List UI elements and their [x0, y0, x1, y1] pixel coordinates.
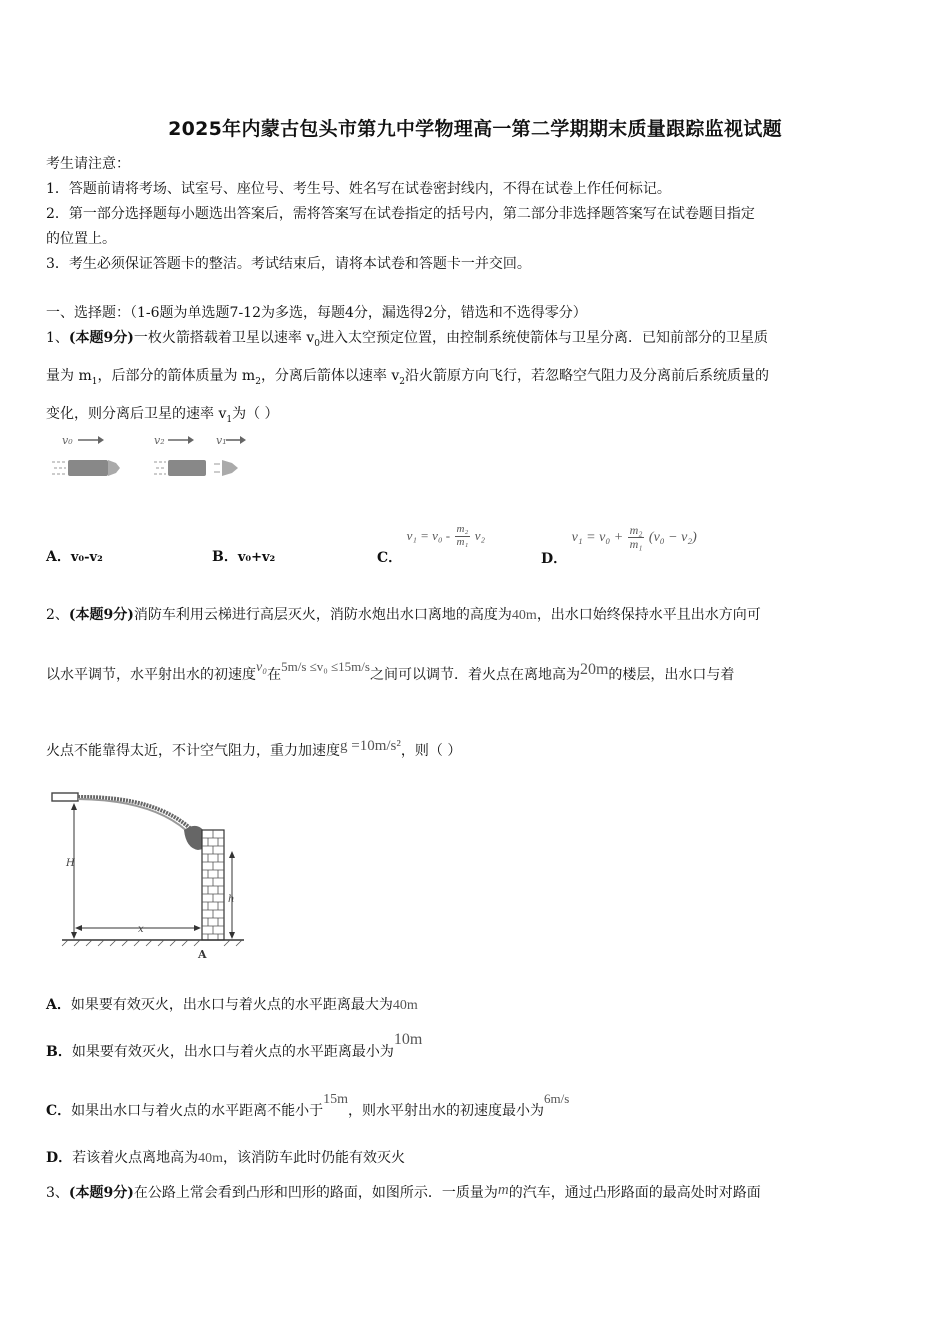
q2-option-b[interactable] [46, 1031, 423, 1061]
q1-option-c[interactable] [377, 523, 486, 567]
q1-line-2 [46, 365, 769, 387]
q2-tag: (本题9分) [68, 607, 134, 623]
q2-text: ，出水口始终保持水平且出水方向可 [536, 607, 761, 623]
rocket-whole-icon [52, 460, 120, 476]
option-label: D． [46, 1150, 73, 1166]
option-text: 如果要有效灭火，出水口与着火点的水平距离最大为 [70, 997, 393, 1013]
fraction-numerator: m₂ [629, 523, 643, 537]
q3-mass: m [497, 1182, 509, 1198]
option-value: 15m [323, 1092, 349, 1107]
fig-label-h: h [228, 894, 235, 905]
q1-text: 为（ ） [232, 406, 279, 422]
q1-text: 进入太空预定位置，由控制系统使箭体与卫星分离．已知前部分的卫星质 [320, 330, 769, 346]
q2-line-3 [46, 740, 461, 760]
option-label: B． [212, 549, 238, 565]
q2-text: 之间可以调节．着火点在离地高为 [369, 667, 580, 683]
rocket-body-icon [154, 460, 206, 476]
fig-label-A: A [198, 948, 207, 961]
q1-text: 沿火箭原方向飞行，若忽略空气阻力及分离前后系统质量的 [405, 368, 770, 384]
q1-tag: (本题9分) [68, 330, 134, 346]
option-text: 如果出水口与着火点的水平距离不能小于 [71, 1103, 324, 1119]
q2-line-2 [46, 659, 735, 684]
option-text: v₀+v₂ [237, 550, 276, 565]
option-label: A． [46, 997, 71, 1013]
formula-d-right: (v₀ − v₂) [648, 530, 697, 546]
brick-wall-icon [202, 830, 224, 940]
q1-sub: 2 [399, 376, 406, 387]
option-text: 若该着火点离地高为 [72, 1150, 199, 1166]
q1-text: 一枚火箭搭载着卫星以速率 v [133, 330, 315, 346]
q1-text: ，后部分的箭体质量为 m [97, 368, 256, 384]
q2-text: 以水平调节，水平射出水的初速度 [46, 667, 256, 683]
q2-gravity: g =10m/s² [340, 738, 401, 754]
notice-item-1: 1．答题前请将考场、试室号、座位号、考生号、姓名写在试卷密封线内，不得在试卷上作任何标记。 [46, 181, 671, 197]
fig-label-H: H [66, 858, 75, 869]
q1-line-3 [46, 403, 279, 425]
option-text: v₀-v₂ [70, 550, 103, 565]
nozzle-icon [52, 793, 78, 801]
q1-option-d[interactable] [541, 523, 697, 568]
fraction-denominator: m₁ [629, 536, 643, 551]
fig-label-v0: v₀ [62, 434, 73, 447]
option-value: 40m [198, 1151, 224, 1166]
q1-line-1 [46, 327, 768, 349]
option-value: 40m [392, 998, 418, 1013]
q3-text: 的汽车，通过凸形路面的最高处时对路面 [508, 1185, 761, 1201]
option-value: 6m/s [544, 1091, 570, 1106]
q2-height-value: 40m [511, 608, 537, 623]
q2-number: 2、 [46, 607, 69, 623]
q3-number: 3、 [46, 1185, 69, 1201]
q1-number: 1、 [46, 330, 69, 346]
fig-label-x: x [138, 924, 144, 935]
q1-text: 变化，则分离后卫星的速率 v [46, 406, 227, 422]
formula-c-fraction [455, 524, 471, 548]
formula-d-left: v₁ = v₀ + [571, 530, 624, 546]
q2-range: 5m/s ≤v₀ ≤15m/s [281, 659, 370, 674]
formula-c-left: v₁ = v₀ - [406, 528, 451, 544]
fig-label-v1: v₁ [216, 434, 227, 447]
satellite-icon [214, 460, 238, 476]
option-label: A． [46, 549, 71, 565]
q2-fire-height: 20m [579, 661, 609, 678]
formula-d-fraction [628, 524, 645, 550]
option-label: C． [46, 1103, 72, 1119]
water-stream [78, 797, 194, 832]
q2-text: 在 [267, 667, 282, 683]
q2-text: 消防车利用云梯进行高层灭火，消防水炮出水口离地的高度为 [133, 607, 512, 623]
option-text: 如果要有效灭火，出水口与着火点的水平距离最小为 [71, 1044, 394, 1060]
notice-heading: 考生请注意： [46, 156, 130, 172]
ground-hatch [62, 940, 242, 946]
option-label: D． [541, 551, 568, 568]
q3-tag: (本题9分) [68, 1185, 134, 1201]
q2-option-c[interactable] [46, 1091, 570, 1120]
formula-c-right: v₂ [474, 528, 486, 544]
q2-text: ，则（ ） [400, 743, 462, 759]
fraction-numerator: m₂ [456, 523, 469, 535]
notice-item-3: 3．考生必须保证答题卡的整洁。考试结束后，请将本试卷和答题卡一并交回。 [46, 256, 531, 272]
q1-sub: 0 [314, 338, 321, 349]
option-text: ，该消防车此时仍能有效灭火 [223, 1150, 406, 1166]
q2-text: 火点不能靠得太近，不计空气阻力，重力加速度 [46, 743, 340, 759]
arrow-head-v1 [240, 436, 246, 444]
option-label: C． [377, 550, 403, 567]
arrow-head-v0 [98, 436, 104, 444]
section-heading: 一、选择题：（1-6题为单选题7-12为多选，每题4分，漏选得2分，错选和不选得零分） [46, 305, 587, 321]
q1-sub: 2 [255, 376, 261, 387]
notice-item-2: 2．第一部分选择题每小题选出答案后，需将答案写在试卷指定的括号内，第二部分非选择题答案写在试卷题目指定 [46, 206, 755, 222]
page-title: 2025年内蒙古包头市第九中学物理高一第二学期期末质量跟踪监视试题 [168, 118, 782, 140]
q1-text: 量为 m [46, 368, 92, 384]
q1-option-b[interactable] [212, 546, 275, 566]
q2-option-d[interactable] [46, 1147, 405, 1167]
option-value: 10m [393, 1031, 423, 1048]
notice-item-2-cont: 的位置上。 [46, 231, 116, 247]
q1-sub: 1 [226, 414, 233, 425]
q1-option-a[interactable] [46, 546, 103, 566]
fraction-denominator: m₁ [456, 535, 469, 548]
arrow-head-v2 [188, 436, 194, 444]
option-label: B． [46, 1044, 72, 1060]
q3-text: 在公路上常会看到凸形和凹形的路面，如图所示．一质量为 [133, 1185, 498, 1201]
fig-label-v2: v₂ [154, 434, 165, 447]
q1-text: ，分离后箭体以速率 v [260, 368, 400, 384]
rocket-figure [46, 430, 246, 486]
q2-text: 的楼层，出水口与着 [608, 667, 735, 683]
q2-line-1 [46, 604, 761, 624]
q1-sub: 1 [91, 376, 98, 387]
q2-v0: v₀ [256, 660, 268, 675]
fire-figure [48, 790, 248, 962]
option-text: ，则水平射出水的初速度最小为 [348, 1103, 545, 1119]
q2-option-a[interactable] [46, 994, 418, 1014]
q3-line-1 [46, 1182, 761, 1202]
